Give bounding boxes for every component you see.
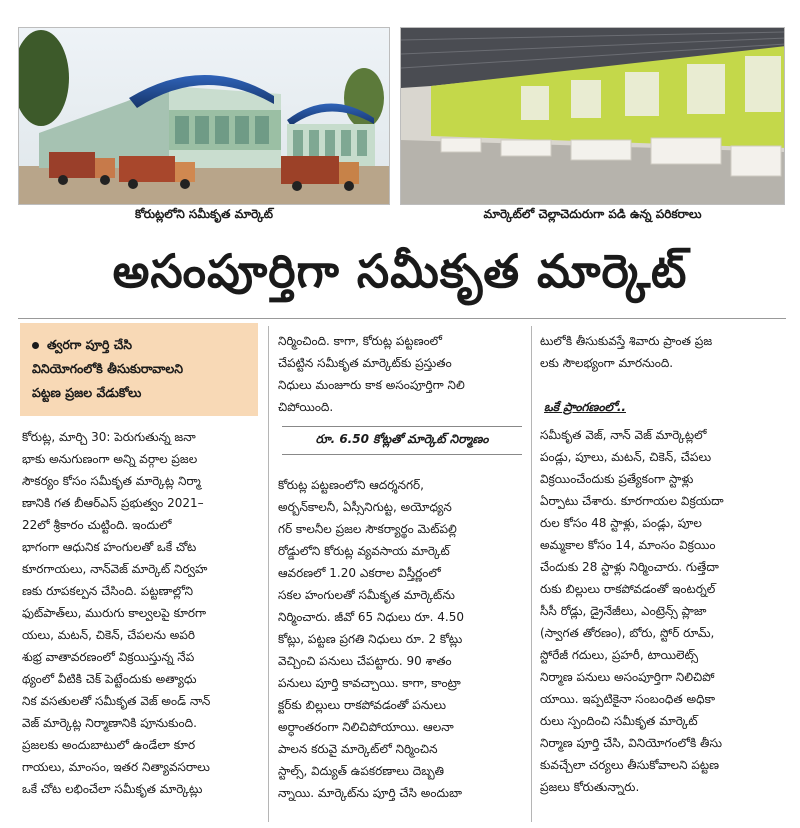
- article-text-line: చేపట్టిన సమీకృత మార్కెట్‌కు ప్రస్తుతం: [278, 356, 452, 370]
- article-text-line: నిక వసతులతో సమీకృత వెజ్ అండ్ నాన్: [22, 694, 211, 708]
- headline-divider: [18, 318, 786, 319]
- article-text-line: నిర్మించింది. కాగా, కోరుట్ల పట్టణంలో: [278, 334, 443, 348]
- article-text-line: రుకు బిల్లులు రాకపోవడంతో ఇంటర్నల్: [540, 582, 716, 596]
- photo-caption-left: కోరుట్లలోని సమీకృత మార్కెట్: [134, 207, 274, 221]
- article-text-line: వెజ్ మార్కెట్ల నిర్మాణానికి పూనుకుంది.: [22, 716, 197, 730]
- article-text-line: ప్రజలకు అందుబాటులో ఉండేలా కూర: [22, 738, 196, 752]
- article-text-line: సకల హంగులతో సమీకృత మార్కెట్‌ను: [278, 588, 455, 602]
- highlight-line: వినియోగంలోకి తీసుకురావాలని: [32, 361, 183, 376]
- article-text-line: గాయలు, మాంసం, ఇతర నిత్యావసరాలు: [22, 760, 210, 774]
- article-text-line: వెచ్చించి పనులు చేపట్టారు. 90 శాతం: [278, 654, 452, 668]
- article-text-line: సౌకర్యం కోసం సమీకృత మార్కెట్ల నిర్మా: [22, 474, 201, 488]
- market-building-illustration: [19, 28, 390, 205]
- article-text-line: నిర్మించారు. జీవో 65 నిధులు రూ. 4.50: [278, 610, 464, 624]
- article-text-line: సమీకృత వెజ్, నాన్ వెజ్ మార్కెట్లలో: [540, 428, 707, 442]
- subhead-divider: [282, 454, 522, 455]
- article-text-line: కూరగాయలు, నాన్‌వెజ్ మార్కెట్ నిర్వహ: [22, 562, 208, 576]
- article-column-2-body: [278, 474, 526, 804]
- article-text-line: సీసీ రోడ్లు, డ్రైనేజీలు, ఎంట్రెన్స్ ప్లాజా: [540, 604, 707, 618]
- article-column-2-intro: [278, 330, 526, 418]
- article-text-line: టులోకి తీసుకువస్తే శివారు ప్రాంత ప్రజ: [540, 334, 713, 348]
- article-text-line: రోడ్డులోని కోరుట్ల వ్యవసాయ మార్కెట్: [278, 544, 450, 558]
- market-building-photo: [18, 27, 390, 205]
- article-text-line: పండ్లు, పూలు, మటన్, చికెన్, చేపలు: [540, 450, 712, 464]
- subheading-market-cost: రూ. 6.50 కోట్లతో మార్కెట్ నిర్మాణం: [315, 432, 489, 446]
- article-text-line: స్టోరేజీ గదులు, ప్రహరీ, టాయిలెట్స్: [540, 648, 699, 662]
- article-text-line: ఒకే చోట లభించేలా సమీకృత మార్కెట్లు: [22, 782, 203, 796]
- article-text-line: కోరుట్ల, మార్చి 30: పెరుగుతున్న జనా: [22, 430, 196, 444]
- market-interior-illustration: [401, 28, 785, 205]
- article-text-line: ఆవరణలో 1.20 ఎకరాల విస్తీర్ణంలో: [278, 566, 441, 580]
- article-text-line: (స్వాగత తోరణం), బోరు, స్టోర్ రూమ్,: [540, 626, 715, 640]
- article-text-line: న్నాయి. మార్కెట్‌ను పూర్తి చేసి అందుబా: [278, 786, 462, 800]
- highlight-line: పట్టణ ప్రజల వేడుకోలు: [32, 385, 142, 400]
- article-text-line: లకు సౌలభ్యంగా మారనుంది.: [540, 356, 674, 370]
- article-text-line: చేందుకు 28 స్టాళ్లు నిర్మించారు. గుత్తేదా: [540, 560, 719, 574]
- article-text-line: కోరుట్ల పట్టణంలోని ఆదర్శనగర్,: [278, 478, 424, 492]
- market-interior-photo: [400, 27, 785, 205]
- subheading-one-premises: ఒకే ప్రాంగణంలో..: [544, 400, 626, 414]
- article-text-line: యాయి. ఇప్పటికైనా సంబంధిత అధికా: [540, 692, 715, 706]
- article-text-line: అర్బన్‌కాలనీ, ఏస్సీనిగుట్ట, అయోధ్యన: [278, 500, 452, 514]
- article-text-line: కువచ్చేలా చర్యలు తీసుకోవాలని పట్టణ: [540, 758, 720, 772]
- article-text-line: పనులు పూర్తి కావచ్చాయి. కాగా, కాంట్రా: [278, 676, 461, 690]
- article-text-line: స్టాల్స్, విద్యుత్ ఉపకరణాలు దెబ్బతి: [278, 764, 445, 778]
- article-text-line: విక్రయించేందుకు ప్రత్యేకంగా స్టాళ్లు: [540, 472, 694, 486]
- subhead-divider: [282, 426, 522, 427]
- article-text-line: నిర్మాణ పూర్తి చేసి, వినియోగంలోకి తీసు: [540, 736, 723, 750]
- article-text-line: పాలన కరువై మార్కెట్‌లో నిర్మించిన: [278, 742, 438, 756]
- article-text-line: అర్ధాంతరంగా నిలిచిపోయాయి. ఆలనా: [278, 720, 454, 734]
- article-text-line: రుల కోసం 48 స్టాళ్లు, పండ్లు, పూల: [540, 516, 702, 530]
- article-text-line: ణానికి గత బీఆర్‌ఎస్ ప్రభుత్వం 2021–: [22, 496, 204, 510]
- article-text-line: క్టర్‌కు బిల్లులు రాకపోవడంతో పనులు: [278, 698, 447, 712]
- article-text-line: థ్యంలో వీటికి చెక్ పెట్టేందుకు అత్యాధు: [22, 672, 197, 686]
- article-text-line: ఏర్పాటు చేశారు. కూరగాయల విక్రయదా: [540, 494, 724, 508]
- highlight-line: [32, 333, 248, 357]
- article-text-line: ఫుట్‌పాత్‌లు, మురుగు కాల్వలపై కూరగా: [22, 606, 207, 620]
- article-column-3-intro: [540, 330, 784, 374]
- article-text-line: భాగంగా ఆధునిక హంగులతో ఒకే చోట: [22, 540, 197, 554]
- article-text-line: 22లో శ్రీకారం చుట్టింది. ఇందులో: [22, 518, 172, 532]
- highlight-line-text: త్వరగా పూర్తి చేసి: [47, 337, 133, 352]
- article-text-line: అమ్మకాల కోసం 14, మాంసం విక్రయిం: [540, 538, 716, 552]
- article-column-3-body: [540, 424, 784, 798]
- article-text-line: రులు స్పందించి సమీకృత మార్కెట్: [540, 714, 698, 728]
- bullet-icon: [32, 342, 39, 349]
- article-headline: అసంపూర్తిగా సమీకృత మార్కెట్: [112, 244, 688, 298]
- photo-caption-right: మార్కెట్‌లో చెల్లాచెదురుగా పడి ఉన్న పరికరాలు: [483, 207, 702, 221]
- column-divider: [531, 326, 532, 822]
- article-text-line: భాకు అనుగుణంగా అన్ని వర్గాల ప్రజల: [22, 452, 198, 466]
- article-text-line: నిర్మాణ పనులు అసంపూర్తిగా నిలిచిపో: [540, 670, 715, 684]
- column-divider: [268, 326, 269, 822]
- article-text-line: నిధులు మంజూరు కాక అసంపూర్తిగా నిలి: [278, 378, 465, 392]
- article-text-line: చిపోయింది.: [278, 400, 334, 414]
- article-text-line: కోట్లు, పట్టణ ప్రగతి నిధులు రూ. 2 కోట్లు: [278, 632, 463, 646]
- article-text-line: ణకు రూపకల్పన చేసింది. పట్టణాల్లోని: [22, 584, 194, 598]
- highlight-box: [20, 323, 258, 416]
- article-text-line: ప్రజలు కోరుతున్నారు.: [540, 780, 640, 794]
- article-column-1: [22, 426, 258, 800]
- article-text-line: యలు, మటన్, చికెన్, చేపలను అపరి: [22, 628, 196, 642]
- article-text-line: గర్ కాలనీల ప్రజల సౌకర్యార్థం మెట్‌పల్లి: [278, 522, 457, 536]
- article-text-line: శుభ్ర వాతావరణంలో విక్రయిస్తున్న నేప: [22, 650, 195, 664]
